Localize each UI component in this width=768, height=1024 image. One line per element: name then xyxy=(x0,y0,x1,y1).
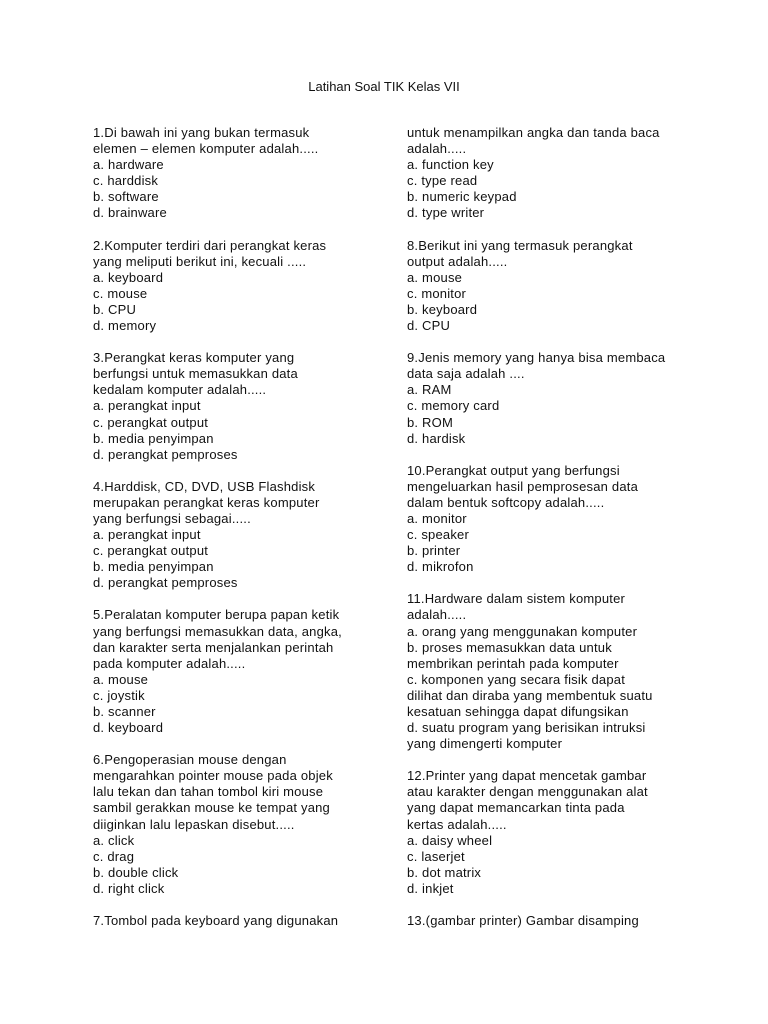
question-text-line: kedalam komputer adalah..... xyxy=(93,382,267,398)
question-text-line: output adalah..... xyxy=(407,253,508,269)
answer-option: a. perangkat input xyxy=(93,527,201,543)
question-text-line: 3.Perangkat keras komputer yang xyxy=(93,350,295,366)
left-question-2 xyxy=(93,238,383,335)
right-question-2 xyxy=(407,238,697,335)
question-text-line: yang meliputi berikut ini, kecuali ..... xyxy=(93,253,307,269)
answer-option: c. speaker xyxy=(407,527,469,543)
left-column xyxy=(93,125,383,945)
answer-option: d. memory xyxy=(93,318,157,334)
question-text-line: dan karakter serta menjalankan perintah xyxy=(93,639,334,655)
question-text-line: berfungsi untuk memasukkan data xyxy=(93,366,298,382)
question-text-line: 1.Di bawah ini yang bukan termasuk xyxy=(93,125,310,140)
answer-option: b. media penyimpan xyxy=(93,430,214,446)
answer-option: a. monitor xyxy=(407,510,467,526)
answer-option: d. suatu program yang berisikan intruksi xyxy=(407,720,646,736)
question-text-line: pada komputer adalah..... xyxy=(93,655,246,671)
question-text-line: 5.Peralatan komputer berupa papan ketik xyxy=(93,607,340,623)
question-text-line: 8.Berikut ini yang termasuk perangkat xyxy=(407,237,633,253)
question-text-line: adalah..... xyxy=(407,607,467,623)
answer-option: d. perangkat pemproses xyxy=(93,575,238,591)
answer-option: b. scanner xyxy=(93,704,156,719)
answer-option: a. mouse xyxy=(93,671,149,687)
answer-option: dilihat dan diraba yang membentuk suatu xyxy=(407,687,653,703)
answer-option: d. brainware xyxy=(93,205,167,221)
left-question-5 xyxy=(93,607,383,736)
right-question-1 xyxy=(407,125,697,222)
answer-option: a. orang yang menggunakan komputer xyxy=(407,623,638,639)
question-text-line: 4.Harddisk, CD, DVD, USB Flashdisk xyxy=(93,478,316,494)
answer-option: a. hardware xyxy=(93,157,164,173)
answer-option: b. media penyimpan xyxy=(93,559,214,575)
answer-option: d. type writer xyxy=(407,205,485,221)
answer-option: d. inkjet xyxy=(407,880,454,896)
question-text-line: 6.Pengoperasian mouse dengan xyxy=(93,752,287,768)
answer-option: b. ROM xyxy=(407,414,453,430)
answer-option: b. double click xyxy=(93,864,179,880)
right-question-7 xyxy=(407,913,697,929)
question-text-line: 11.Hardware dalam sistem komputer xyxy=(407,591,626,607)
answer-option: a. perangkat input xyxy=(93,398,201,414)
right-column xyxy=(407,125,697,945)
answer-option: b. proses memasukkan data untuk xyxy=(407,639,612,655)
answer-option: c. joystik xyxy=(93,687,145,703)
left-question-7 xyxy=(93,913,383,929)
answer-option: c. harddisk xyxy=(93,173,159,189)
answer-option: membrikan perintah pada komputer xyxy=(407,655,619,671)
question-text-line: sambil gerakkan mouse ke tempat yang xyxy=(93,800,330,816)
answer-option: b. dot matrix xyxy=(407,864,482,880)
answer-option: c. perangkat output xyxy=(93,414,209,430)
left-question-6 xyxy=(93,752,383,897)
question-text-line: mengeluarkan hasil pemprosesan data xyxy=(407,478,639,494)
question-text-line: yang berfungsi memasukkan data, angka, xyxy=(93,623,342,639)
answer-option: b. numeric keypad xyxy=(407,189,517,205)
answer-option: a. function key xyxy=(407,157,494,173)
question-text-line: 10.Perangkat output yang berfungsi xyxy=(407,462,620,478)
question-text-line: 7.Tombol pada keyboard yang digunakan xyxy=(93,913,339,929)
answer-option: d. keyboard xyxy=(93,720,164,736)
question-text-line: kertas adalah..... xyxy=(407,816,507,832)
answer-option: c. laserjet xyxy=(407,848,465,864)
answer-option: yang dimengerti komputer xyxy=(407,736,563,752)
answer-option: c. memory card xyxy=(407,398,500,414)
answer-option: a. RAM xyxy=(407,382,452,398)
answer-option: d. right click xyxy=(93,880,165,896)
question-text-line: atau karakter dengan menggunakan alat xyxy=(407,784,648,800)
answer-option: c. type read xyxy=(407,173,478,189)
right-question-6 xyxy=(407,768,697,897)
question-text-line: data saja adalah .... xyxy=(407,366,525,382)
answer-option: c. komponen yang secara fisik dapat xyxy=(407,671,626,687)
question-text-line: dalam bentuk softcopy adalah..... xyxy=(407,494,605,510)
answer-option: c. monitor xyxy=(407,285,467,301)
answer-option: d. mikrofon xyxy=(407,559,474,575)
answer-option: kesatuan sehingga dapat difungsikan xyxy=(407,704,629,719)
answer-option: a. keyboard xyxy=(93,269,164,285)
question-text-line: 13.(gambar printer) Gambar disamping xyxy=(407,913,639,929)
question-text-line: elemen – elemen komputer adalah..... xyxy=(93,141,319,157)
answer-option: d. perangkat pemproses xyxy=(93,446,238,462)
answer-option: c. mouse xyxy=(93,285,148,301)
answer-option: c. perangkat output xyxy=(93,543,209,559)
question-text-line: merupakan perangkat keras komputer xyxy=(93,494,320,510)
right-question-4 xyxy=(407,463,697,576)
question-text-line: 2.Komputer terdiri dari perangkat keras xyxy=(93,237,327,253)
question-text-line: 9.Jenis memory yang hanya bisa membaca xyxy=(407,350,666,366)
answer-option: c. drag xyxy=(93,848,135,864)
answer-option: d. hardisk xyxy=(407,430,466,446)
right-question-5 xyxy=(407,591,697,752)
question-text-line: 12.Printer yang dapat mencetak gambar xyxy=(407,768,647,784)
question-text-line: yang dapat memancarkan tinta pada xyxy=(407,800,625,816)
question-text-line: lalu tekan dan tahan tombol kiri mouse xyxy=(93,784,324,800)
question-text-line: mengarahkan pointer mouse pada objek xyxy=(93,768,333,784)
left-question-3 xyxy=(93,350,383,463)
answer-option: b. software xyxy=(93,189,159,205)
answer-option: a. click xyxy=(93,832,135,848)
answer-option: d. CPU xyxy=(407,318,451,334)
question-text-line: adalah..... xyxy=(407,141,467,157)
answer-option: b. printer xyxy=(407,543,461,559)
left-question-4 xyxy=(93,479,383,592)
question-text-line: untuk menampilkan angka dan tanda baca xyxy=(407,125,660,140)
answer-option: a. daisy wheel xyxy=(407,832,493,848)
answer-option: b. CPU xyxy=(93,301,137,317)
document-title: Latihan Soal TIK Kelas VII xyxy=(308,79,460,94)
answer-option: b. keyboard xyxy=(407,301,478,317)
question-text-line: yang berfungsi sebagai..... xyxy=(93,510,251,526)
question-text-line: diiginkan lalu lepaskan disebut..... xyxy=(93,816,295,832)
right-question-3 xyxy=(407,350,697,447)
left-question-1 xyxy=(93,125,383,222)
answer-option: a. mouse xyxy=(407,269,463,285)
